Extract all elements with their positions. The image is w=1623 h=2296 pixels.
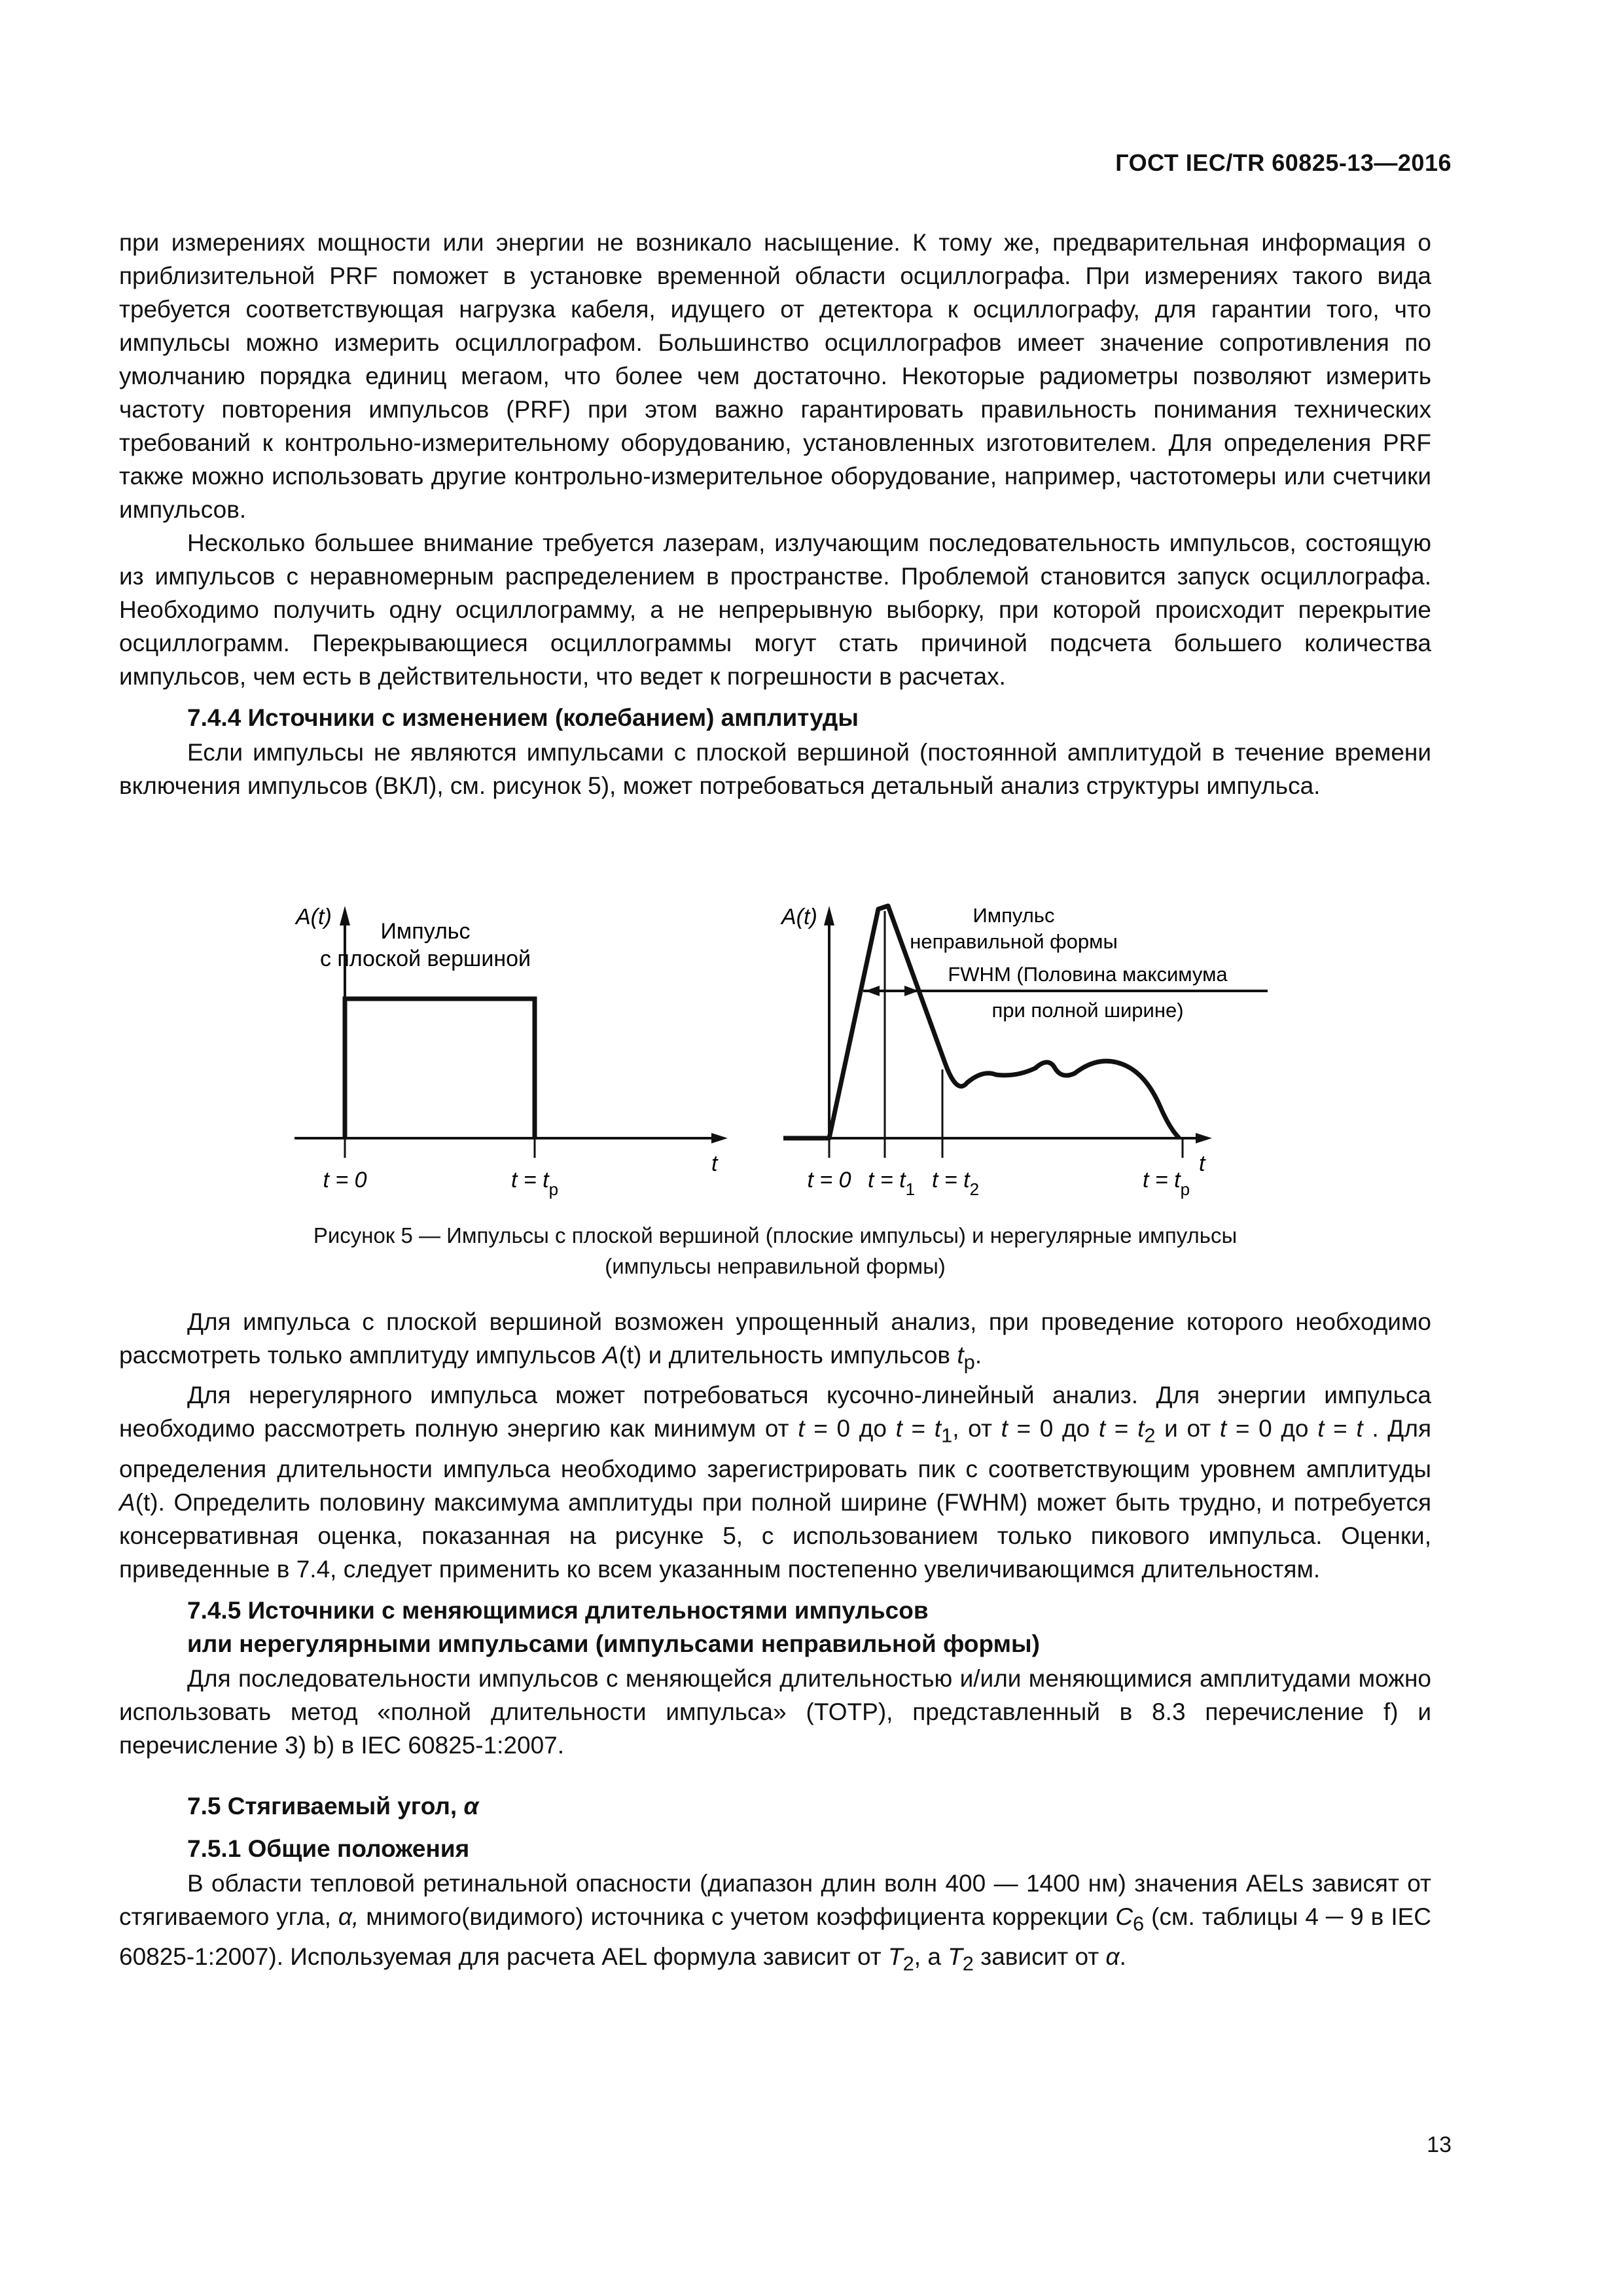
right-title-line2: неправильной формы	[910, 930, 1118, 953]
paragraph-subtended-angle: В области тепловой ретинальной опасности (диапазон длин волн 400 — 1400 нм) значения AELs зависят от стягиваемого угла, α, мнимого(видимого) источника с учетом коэффициента коррекции $C_6$ (см. таблицы 4 ─ 9 в IEC 60825-1:2007). Используемая для расчета AEL формула зависит от $T_2$, а $T_2$ зависит от α.	[119, 1869, 1431, 1975]
right-tick-0-label: t = 0	[807, 1168, 851, 1193]
right-x-arrow-icon	[1196, 1133, 1212, 1143]
flat-pulse-panel	[294, 905, 728, 1199]
figure-5-diagram	[119, 814, 1431, 1220]
standard-header: ГОСТ IEC/TR 60825-13—2016	[1115, 149, 1452, 176]
right-tick-t1-label: $t = t_1$	[867, 1168, 916, 1199]
page-content	[119, 226, 1431, 1981]
right-y-arrow-icon	[824, 906, 834, 925]
right-tick-t2-label: $t = t_2$	[931, 1168, 980, 1199]
fwhm-label-line2: при полной ширине)	[991, 999, 1184, 1022]
irregular-pulse-panel	[780, 904, 1268, 1199]
paragraph-flat-pulse-analysis: Для импульса с плоской вершиной возможен упрощенный анализ, при проведение которого необходимо рассмотреть только амплитуду импульсов A(t) и длительность импульсов $t_p$.	[119, 1308, 1431, 1374]
right-axis-x-label: t	[1199, 1151, 1205, 1176]
section-heading-7-5-1: 7.5.1 Общие положения	[187, 1835, 470, 1862]
section-heading-7-5: 7.5 Стягиваемый угол, α	[187, 1792, 479, 1820]
flat-pulse-curve	[345, 999, 535, 1138]
left-axis-x-label: t	[711, 1151, 718, 1176]
fwhm-label-line1: FWHM (Половина максимума	[948, 963, 1228, 986]
fwhm-left-arrow-icon	[865, 986, 880, 996]
left-tick-end-label: $t = t_p$	[510, 1168, 559, 1199]
paragraph-irregular-pulse-analysis: Для нерегулярного импульса может потребоваться кусочно-линейный анализ. Для энергии импульса необходимо рассмотреть полную энергию как минимум от t = 0 до $t = t_1$, от t = 0 до $t = t_2$ и от t = 0 до t = t . Для определения длительности импульса необходимо зарегистрировать пик с соответствующим уровнем амплитуды A(t). Определить половину максимума амплитуды при полной ширине (FWHM) может быть трудно, и потребуется консервативная оценка, показанная на рисунке 5, с использованием только пикового импульса. Оценки, приведенные в 7.4, следует применить ко всем указанным постепенно увеличивающимся длительностям.	[119, 1382, 1431, 1583]
figure-caption-line1: Рисунок 5 — Импульсы с плоской вершиной (плоские импульсы) и нерегулярные импульсы	[313, 1223, 1238, 1247]
left-title-line1: Импульс	[380, 919, 471, 944]
paragraph-totp: Для последовательности импульсов с меняющейся длительностью и/или меняющимися амплитудами можно использовать метод «полной длительности импульса» (TOTP), представленный в 8.3 перечисление f) и перечисление 3) b) в IEC 60825-1:2007.	[119, 1664, 1431, 1759]
left-tick-start-label: t = 0	[323, 1168, 367, 1193]
figure-5	[119, 814, 1431, 1278]
right-axis-y-label: A(t)	[781, 905, 817, 929]
left-axis-y-label: A(t)	[296, 905, 332, 929]
figure-caption	[119, 1220, 1431, 1282]
section-heading-7-4-5-line1: 7.4.5 Источники с меняющимися длительностями импульсов	[187, 1596, 929, 1624]
section-heading-7-4-5-line2: или нерегулярными импульсами (импульсами неправильной формы)	[187, 1630, 1040, 1657]
paragraph-pulse-trains: Несколько большее внимание требуется лазерам, излучающим последовательность импульсов, состоящую из импульсов с неравномерным распределением в пространстве. Проблемой становится запуск осциллографа. Необходимо получить одну осциллограмму, а не непрерывную выборку, при которой происходит перекрытие осциллограмм. Перекрывающиеся осциллограммы могут стать причиной подсчета большего количества импульсов, чем есть в действительности, что ведет к погрешности в расчетах.	[119, 529, 1431, 690]
left-x-arrow-icon	[711, 1133, 728, 1143]
left-y-arrow-icon	[340, 906, 350, 925]
paragraph-continuation: при измерениях мощности или энергии не возникало насыщение. К тому же, предварительная информация о приблизительной PRF поможет в установке временной области осциллографа. При измерениях такого вида требуется соответствующая нагрузка кабеля, идущего от детектора к осциллографу, для гарантии того, что импульсы можно измерить осциллографом. Большинство осциллографов имеет значение сопротивления по умолчанию порядка единиц мегаом, что более чем достаточно. Некоторые радиометры позволяют измерить частоту повторения импульсов (PRF) при этом важно гарантировать правильность понимания технических требований к контрольно-измерительному оборудованию, установленных изготовителем. Для определения PRF также можно использовать другие контрольно-измерительное оборудование, например, частотомеры или счетчики импульсов.	[119, 229, 1431, 523]
right-tick-tp-label: $t = t_p$	[1142, 1168, 1190, 1199]
left-title-line2: с плоской вершиной	[319, 946, 531, 971]
figure-caption-line2: (импульсы неправильной формы)	[605, 1254, 946, 1278]
right-title-line1: Импульс	[972, 904, 1055, 927]
page-number: 13	[1427, 2132, 1452, 2157]
section-heading-7-4-4: 7.4.4 Источники с изменением (колебанием) амплитуды	[187, 704, 859, 731]
paragraph-amplitude-variation: Если импульсы не являются импульсами с плоской вершиной (постоянной амплитудой в течение времени включения импульсов (ВКЛ), см. рисунок 5), может потребоваться детальный анализ структуры импульса.	[119, 739, 1431, 799]
